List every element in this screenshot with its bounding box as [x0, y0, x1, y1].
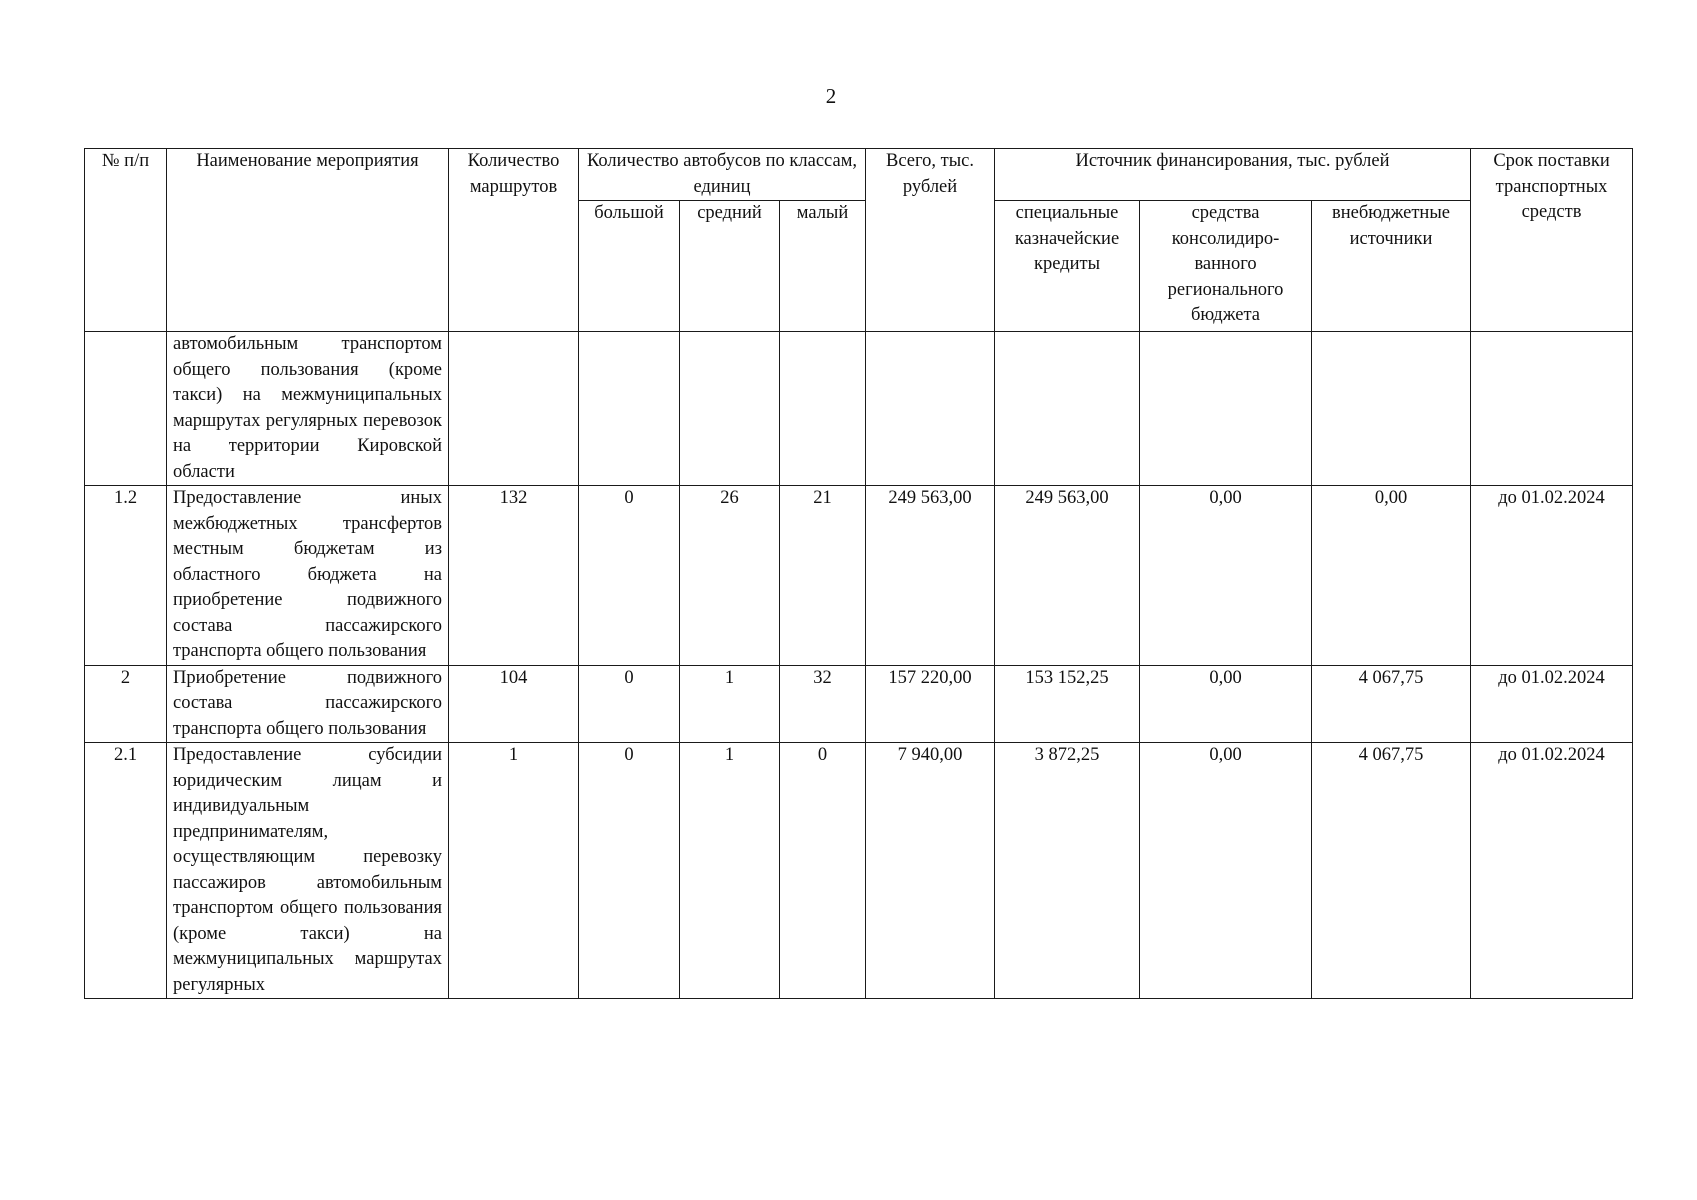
header-num: № п/п	[85, 149, 167, 332]
cell-small: 32	[780, 665, 866, 743]
cell-name: Предоставление иных межбюджетных трансфертов местным бюджетам из областного бюджета на приобретение подвижного состава пассажирского транспорта общего пользования	[167, 486, 449, 666]
cell-total	[866, 332, 995, 486]
cell-name: автомобильным транспортом общего пользования (кроме такси) на межмуниципальных маршрутах регулярных перевозок на территории Кировской области	[167, 332, 449, 486]
cell-deadline: до 01.02.2024	[1471, 486, 1633, 666]
cell-small: 0	[780, 743, 866, 999]
header-medium: средний	[680, 201, 780, 332]
cell-deadline: до 01.02.2024	[1471, 665, 1633, 743]
table-body	[85, 332, 1633, 999]
cell-treasury: 3 872,25	[995, 743, 1140, 999]
cell-medium: 1	[680, 665, 780, 743]
table-row	[85, 486, 1633, 666]
cell-small	[780, 332, 866, 486]
cell-routes	[449, 332, 579, 486]
funding-table	[84, 148, 1633, 999]
cell-medium: 26	[680, 486, 780, 666]
table-header	[85, 149, 1633, 332]
cell-small: 21	[780, 486, 866, 666]
cell-name: Приобретение подвижного состава пассажирского транспорта общего пользования	[167, 665, 449, 743]
cell-large: 0	[579, 486, 680, 666]
cell-num	[85, 332, 167, 486]
cell-total: 249 563,00	[866, 486, 995, 666]
table-row	[85, 332, 1633, 486]
cell-large	[579, 332, 680, 486]
cell-medium: 1	[680, 743, 780, 999]
header-small: малый	[780, 201, 866, 332]
header-treasury: специальные казначейские кредиты	[995, 201, 1140, 332]
cell-routes: 1	[449, 743, 579, 999]
cell-treasury: 249 563,00	[995, 486, 1140, 666]
header-name: Наименование мероприятия	[167, 149, 449, 332]
cell-treasury: 153 152,25	[995, 665, 1140, 743]
cell-num: 1.2	[85, 486, 167, 666]
header-total: Всего, тыс. рублей	[866, 149, 995, 332]
cell-extrabudget: 4 067,75	[1312, 743, 1471, 999]
cell-total: 157 220,00	[866, 665, 995, 743]
cell-regional: 0,00	[1140, 665, 1312, 743]
table-row	[85, 665, 1633, 743]
cell-extrabudget: 4 067,75	[1312, 665, 1471, 743]
cell-routes: 104	[449, 665, 579, 743]
header-routes: Количество маршрутов	[449, 149, 579, 332]
page-number: 2	[825, 84, 837, 108]
cell-total: 7 940,00	[866, 743, 995, 999]
cell-medium	[680, 332, 780, 486]
header-large: большой	[579, 201, 680, 332]
header-extrabudget: внебюджетные источники	[1312, 201, 1471, 332]
header-buses-group: Количество автобусов по классам, единиц	[579, 149, 866, 201]
cell-treasury	[995, 332, 1140, 486]
header-funding-group: Источник финансирования, тыс. рублей	[995, 149, 1471, 201]
cell-extrabudget: 0,00	[1312, 486, 1471, 666]
cell-name: Предоставление субсидии юридическим лицам и индивидуальным предпринимателям, осуществляющим перевозку пассажиров автомобильным транспортом общего пользования (кроме такси) на межмуниципальных маршрутах регулярных	[167, 743, 449, 999]
cell-deadline: до 01.02.2024	[1471, 743, 1633, 999]
cell-large: 0	[579, 743, 680, 999]
cell-num: 2	[85, 665, 167, 743]
header-regional: средства консолидиро-ванного регионального бюджета	[1140, 201, 1312, 332]
cell-regional: 0,00	[1140, 486, 1312, 666]
cell-routes: 132	[449, 486, 579, 666]
cell-extrabudget	[1312, 332, 1471, 486]
cell-regional	[1140, 332, 1312, 486]
table-row	[85, 743, 1633, 999]
cell-regional: 0,00	[1140, 743, 1312, 999]
cell-large: 0	[579, 665, 680, 743]
cell-deadline	[1471, 332, 1633, 486]
cell-num: 2.1	[85, 743, 167, 999]
header-deadline: Срок поставки транспортных средств	[1471, 149, 1633, 332]
